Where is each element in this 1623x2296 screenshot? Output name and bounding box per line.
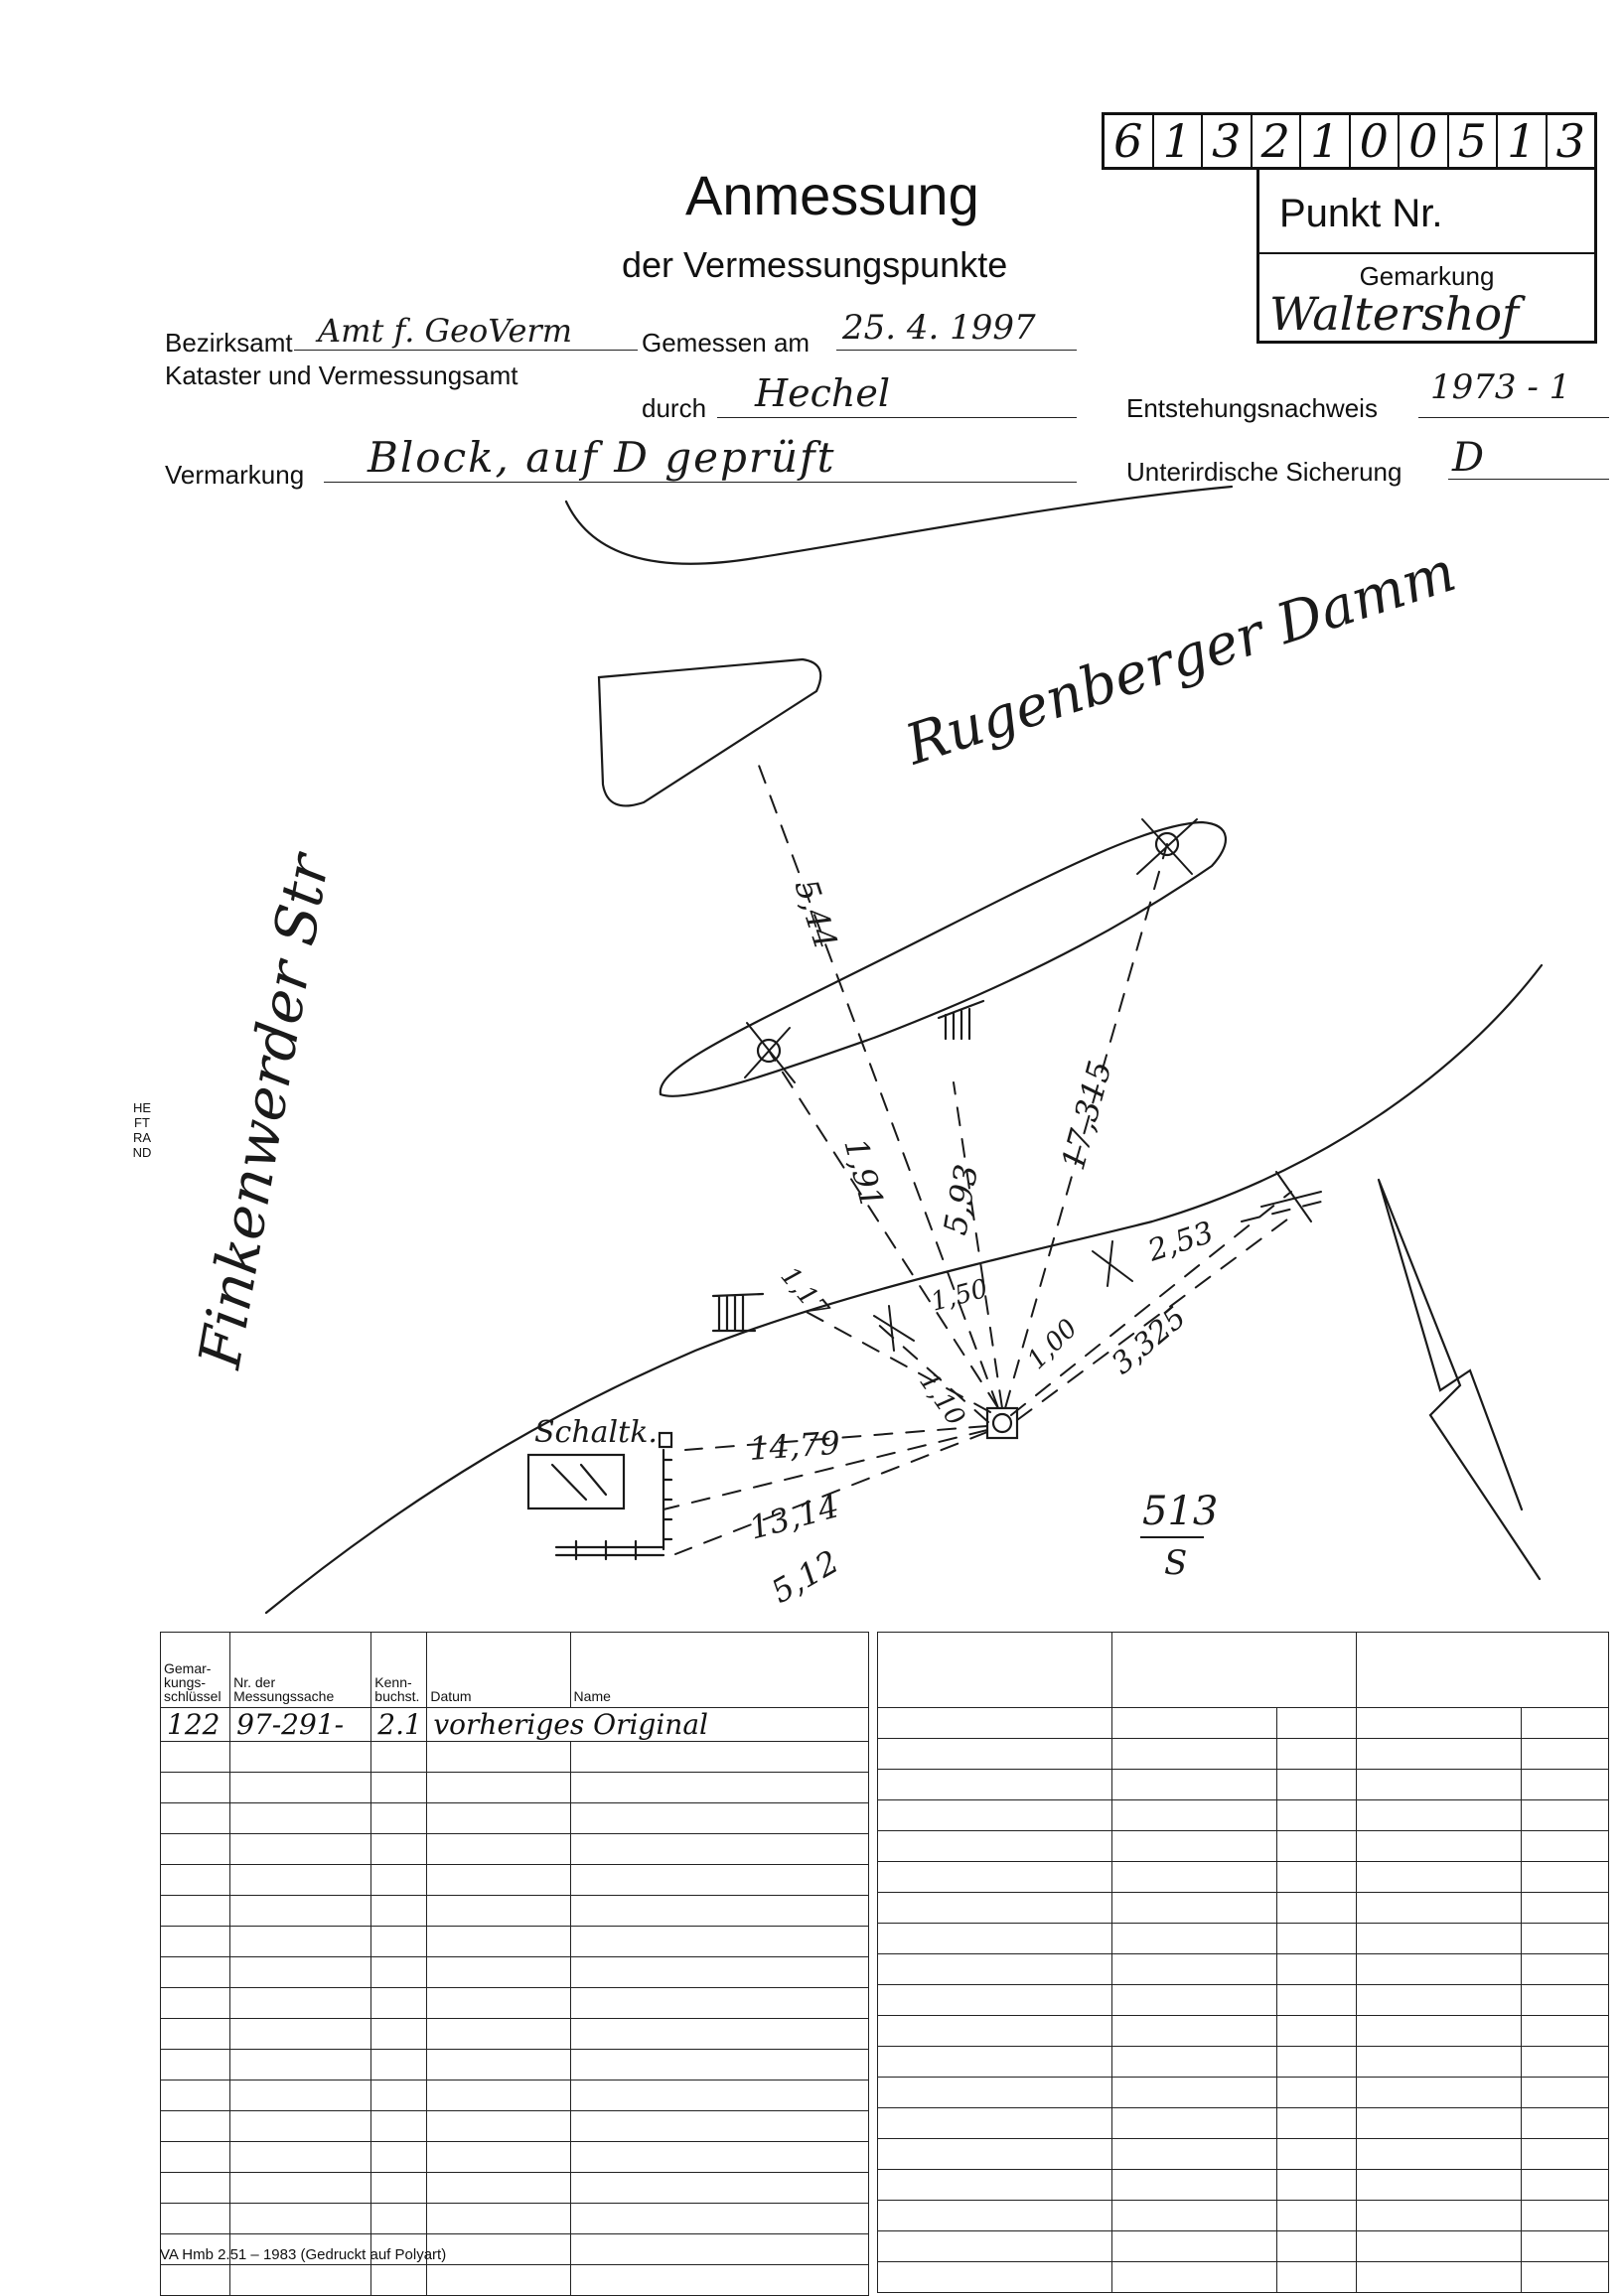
table-cell <box>161 2173 230 2204</box>
table-cell <box>1112 2231 1277 2262</box>
durch-value: Hechel <box>755 371 891 415</box>
table-row <box>878 2231 1609 2262</box>
table-cell <box>570 2081 868 2111</box>
table-cell <box>878 1954 1112 1985</box>
table-cell <box>1357 2201 1522 2231</box>
sicherung-value: D <box>1452 435 1485 481</box>
entstehung-label: Entstehungsnachweis <box>1126 393 1378 423</box>
gemessen-label: Gemessen am <box>642 328 811 358</box>
table-row <box>878 2016 1609 2047</box>
table-cell <box>570 1896 868 1927</box>
table-cell <box>1112 2262 1277 2293</box>
table-cell <box>1277 2078 1357 2108</box>
table-cell <box>230 1742 371 1773</box>
table-cell: 122 <box>161 1708 230 1742</box>
table-cell <box>1357 1893 1522 1924</box>
column-header: Name <box>570 1633 868 1708</box>
table-cell <box>878 2262 1112 2293</box>
table-row <box>878 2262 1609 2293</box>
table-row <box>878 1954 1609 1985</box>
table-cell <box>1112 2078 1277 2108</box>
table-cell <box>427 2204 570 2234</box>
table-cell <box>427 1742 570 1773</box>
table-cell <box>1112 1708 1277 1739</box>
table-cell <box>570 2265 868 2296</box>
table-cell <box>1277 1954 1357 1985</box>
table-row <box>161 1957 869 1988</box>
table-cell <box>1112 1800 1277 1831</box>
table-cell <box>161 1927 230 1957</box>
table-cell <box>1357 1985 1522 2016</box>
records-table <box>160 1632 869 2296</box>
vermarkung-value: Block, auf D geprüft <box>368 433 836 482</box>
table-cell <box>1277 2108 1357 2139</box>
column-header: Gemar- kungs- schlüssel <box>161 1633 230 1708</box>
table-cell <box>570 1803 868 1834</box>
footer-note: VA Hmb 2.51 – 1983 (Gedruckt auf Polyart) <box>160 2246 447 2263</box>
table-cell <box>570 1957 868 1988</box>
table-cell <box>1357 2047 1522 2078</box>
table-cell <box>878 1708 1112 1739</box>
point-digit: 5 <box>1449 115 1499 167</box>
table-cell <box>570 1988 868 2019</box>
column-header: Nr. der Messungssache <box>230 1633 371 1708</box>
table-cell <box>230 2050 371 2081</box>
table-cell <box>1277 2231 1357 2262</box>
heftrand-label: HEFTRAND <box>132 1100 152 1160</box>
sicherung-label: Unterirdische Sicherung <box>1126 457 1402 487</box>
table-cell <box>1277 2139 1357 2170</box>
table-cell <box>230 1803 371 1834</box>
table-cell <box>371 1957 427 1988</box>
survey-point <box>987 1408 1017 1438</box>
point-digit: 1 <box>1498 115 1548 167</box>
vermarkung-arrow-curve <box>566 487 1232 564</box>
table-cell <box>1277 1800 1357 1831</box>
table-cell <box>570 2050 868 2081</box>
table-cell <box>371 1773 427 1803</box>
table-cell <box>1277 1708 1357 1739</box>
bezirksamt-value: Amt f. GeoVerm <box>318 312 573 350</box>
table-row <box>878 1708 1609 1739</box>
table-cell <box>1112 1893 1277 1924</box>
table-cell <box>161 2111 230 2142</box>
table-cell <box>570 1927 868 1957</box>
table-cell <box>570 2234 868 2265</box>
table-cell <box>371 2142 427 2173</box>
entstehung-value: 1973 - 1 <box>1430 367 1571 407</box>
table-cell <box>1522 2231 1609 2262</box>
page-title: Anmessung <box>685 164 979 226</box>
measurement-label: 5,12 <box>765 1542 845 1611</box>
bezirksamt-label: Bezirksamt <box>165 328 293 358</box>
table-cell <box>161 2081 230 2111</box>
marker-small <box>660 1433 671 1447</box>
table-cell <box>371 2081 427 2111</box>
table-cell <box>1522 1862 1609 1893</box>
table-cell <box>371 1896 427 1927</box>
table-cell <box>878 2170 1112 2201</box>
table-cell <box>371 2173 427 2204</box>
measurement-label: 5,44 <box>787 874 845 954</box>
table-cell <box>1357 1770 1522 1800</box>
table-row <box>878 1985 1609 2016</box>
table-row <box>161 1773 869 1803</box>
table-row <box>878 2170 1609 2201</box>
table-cell <box>230 1834 371 1865</box>
table-cell <box>427 2142 570 2173</box>
table-cell <box>1112 1985 1277 2016</box>
table-cell <box>371 2050 427 2081</box>
table-cell <box>427 1988 570 2019</box>
table-cell: vorheriges Original <box>427 1708 869 1742</box>
page-subtitle: der Vermessungspunkte <box>622 244 1008 285</box>
table-cell <box>878 2047 1112 2078</box>
table-row <box>878 1739 1609 1770</box>
table-cell <box>878 2016 1112 2047</box>
street-label-rugenberger: Rugenberger Damm <box>898 539 1464 779</box>
table-cell <box>1357 1954 1522 1985</box>
table-cell <box>570 2173 868 2204</box>
table-row <box>878 2139 1609 2170</box>
table-cell <box>570 1834 868 1865</box>
table-cell <box>1277 2201 1357 2231</box>
table-cell <box>1357 2139 1522 2170</box>
point-number-label: Punkt Nr. <box>1279 192 1443 235</box>
table-cell <box>570 2019 868 2050</box>
blank-records-table <box>877 1632 1609 2293</box>
table-cell <box>1357 1708 1522 1739</box>
table-row <box>161 1927 869 1957</box>
table-row <box>161 2050 869 2081</box>
table-cell <box>161 2265 230 2296</box>
table-row <box>878 2047 1609 2078</box>
table-cell <box>1522 2262 1609 2293</box>
table-cell <box>1277 1924 1357 1954</box>
table-cell <box>1357 2231 1522 2262</box>
table-cell <box>161 2204 230 2234</box>
measurement-label: 5,93 <box>936 1161 986 1238</box>
table-cell <box>161 1865 230 1896</box>
table-cell <box>878 2139 1112 2170</box>
table-cell <box>570 2111 868 2142</box>
table-cell <box>230 2173 371 2204</box>
table-cell <box>1522 2139 1609 2170</box>
table-cell <box>1357 2262 1522 2293</box>
table-row <box>878 2108 1609 2139</box>
table-cell <box>1357 1862 1522 1893</box>
table-cell <box>1112 1831 1277 1862</box>
table-cell <box>427 1834 570 1865</box>
table-cell <box>230 2265 371 2296</box>
table-cell <box>230 2204 371 2234</box>
table-cell <box>230 2142 371 2173</box>
point-digit: 1 <box>1154 115 1204 167</box>
table-cell <box>1112 2201 1277 2231</box>
table-row <box>161 2081 869 2111</box>
box-label: Schaltk. <box>534 1415 658 1450</box>
table-row <box>161 2173 869 2204</box>
table-cell <box>878 2231 1112 2262</box>
table-cell <box>1357 1924 1522 1954</box>
table-cell <box>371 1803 427 1834</box>
table-cell <box>1522 1800 1609 1831</box>
table-cell <box>878 1770 1112 1800</box>
table-row <box>161 1896 869 1927</box>
table-cell <box>1522 1831 1609 1862</box>
table-row <box>161 1803 869 1834</box>
table-cell <box>1357 2170 1522 2201</box>
fence-vertical <box>664 1450 671 1549</box>
kataster-label: Kataster und Vermessungsamt <box>165 360 518 390</box>
table-cell <box>1112 2016 1277 2047</box>
table-cell <box>878 1985 1112 2016</box>
table-cell <box>1522 2201 1609 2231</box>
fence-horizontal <box>556 1541 664 1559</box>
table-cell <box>1112 1739 1277 1770</box>
column-header: Kenn- buchst. <box>371 1633 427 1708</box>
table-cell <box>230 1896 371 1927</box>
street-label-finkenwerder: Finkenwerder Str <box>185 849 343 1373</box>
table-cell <box>1277 1985 1357 2016</box>
table-cell <box>1112 1770 1277 1800</box>
measurement-label: 14,79 <box>747 1423 841 1468</box>
table-cell <box>878 1800 1112 1831</box>
table-cell <box>161 2019 230 2050</box>
measurement-label: 1,10 <box>913 1366 971 1432</box>
table-cell <box>161 1742 230 1773</box>
measurement-label: 2,53 <box>1143 1215 1218 1269</box>
measurement-label: 1,00 <box>1021 1313 1084 1375</box>
table-cell <box>1112 2170 1277 2201</box>
table-header-row <box>878 1633 1609 1708</box>
table-cell <box>1112 1924 1277 1954</box>
table-cell <box>161 1773 230 1803</box>
table-cell <box>1357 2108 1522 2139</box>
column-header <box>1357 1633 1609 1708</box>
table-cell <box>230 1957 371 1988</box>
table-cell <box>427 2234 570 2265</box>
table-cell <box>161 1834 230 1865</box>
table-row <box>878 2078 1609 2108</box>
table-cell <box>878 2108 1112 2139</box>
hatch-marker <box>713 1294 763 1331</box>
vermarkung-label: Vermarkung <box>165 460 305 490</box>
table-row <box>161 2019 869 2050</box>
measurement-label: 1,91 <box>836 1134 892 1213</box>
point-digit: 1 <box>1301 115 1351 167</box>
table-cell <box>1522 2170 1609 2201</box>
table-row <box>161 2111 869 2142</box>
point-digit: 3 <box>1203 115 1253 167</box>
table-cell <box>570 1865 868 1896</box>
point-label-bottom: S <box>1164 1543 1188 1583</box>
table-cell <box>427 2111 570 2142</box>
table-cell: 2.1 <box>371 1708 427 1742</box>
table-cell <box>427 2081 570 2111</box>
table-cell <box>230 1773 371 1803</box>
table-cell <box>427 1957 570 1988</box>
column-header: Datum <box>427 1633 570 1708</box>
point-digit: 3 <box>1555 114 1585 168</box>
table-cell <box>371 1834 427 1865</box>
table-cell <box>1522 1924 1609 1954</box>
table-cell <box>1277 2016 1357 2047</box>
table-cell <box>161 1988 230 2019</box>
gemarkung-value: Waltershof <box>1269 287 1520 341</box>
table-cell <box>230 2111 371 2142</box>
table-cell <box>1522 2078 1609 2108</box>
point-label-top: 513 <box>1142 1489 1219 1534</box>
table-cell <box>1522 1954 1609 1985</box>
table-cell <box>371 2265 427 2296</box>
traffic-island-triangle <box>599 659 820 805</box>
table-cell <box>371 1865 427 1896</box>
hatch-marker <box>939 1001 983 1039</box>
measurement-label: 13,14 <box>745 1487 843 1547</box>
table-row <box>161 2265 869 2296</box>
table-cell <box>1522 1708 1609 1739</box>
table-row <box>878 1862 1609 1893</box>
table-cell <box>1357 2016 1522 2047</box>
table-row <box>161 2204 869 2234</box>
table-cell <box>161 1957 230 1988</box>
road-curve <box>266 965 1542 1613</box>
table-cell <box>230 1927 371 1957</box>
table-cell <box>570 2142 868 2173</box>
table-cell <box>371 1988 427 2019</box>
measurement-label: 1,17 <box>774 1261 834 1325</box>
table-row <box>161 1708 869 1742</box>
measurement-label: 1,50 <box>928 1273 991 1318</box>
table-cell <box>161 1896 230 1927</box>
table-cell <box>230 1865 371 1896</box>
table-row <box>161 1988 869 2019</box>
table-cell <box>1522 1985 1609 2016</box>
table-cell <box>1277 1893 1357 1924</box>
table-cell <box>570 1742 868 1773</box>
table-cell <box>371 2019 427 2050</box>
table-cell <box>1357 1739 1522 1770</box>
table-row <box>878 1893 1609 1924</box>
table-cell <box>1357 1831 1522 1862</box>
table-row <box>161 2142 869 2173</box>
durch-label: durch <box>642 393 707 423</box>
table-cell <box>1277 1862 1357 1893</box>
table-cell <box>1277 2170 1357 2201</box>
point-digit: 6 <box>1105 115 1154 167</box>
table-header-row <box>161 1633 869 1708</box>
point-digit: 2 <box>1253 115 1302 167</box>
table-cell <box>878 1831 1112 1862</box>
table-cell <box>1357 1800 1522 1831</box>
table-cell <box>1112 2108 1277 2139</box>
table-cell <box>161 2050 230 2081</box>
table-cell <box>1357 2078 1522 2108</box>
point-digit: 0 <box>1351 115 1401 167</box>
table-cell <box>1112 1954 1277 1985</box>
table-cell <box>371 1927 427 1957</box>
table-cell <box>1277 1770 1357 1800</box>
table-cell <box>1522 1739 1609 1770</box>
table-cell <box>427 2173 570 2204</box>
table-cell <box>1522 1893 1609 1924</box>
table-cell <box>878 1924 1112 1954</box>
table-cell <box>427 2019 570 2050</box>
point-digit: 0 <box>1400 115 1449 167</box>
table-cell <box>1522 2047 1609 2078</box>
table-cell <box>1277 1831 1357 1862</box>
table-cell <box>427 1865 570 1896</box>
gemarkung-label: Gemarkung <box>1359 261 1495 291</box>
table-cell <box>161 1803 230 1834</box>
table-row <box>161 1865 869 1896</box>
table-cell <box>427 1896 570 1927</box>
table-cell <box>878 1862 1112 1893</box>
table-cell <box>570 2204 868 2234</box>
north-arrow <box>1379 1180 1540 1579</box>
table-cell <box>427 2265 570 2296</box>
table-cell <box>161 2142 230 2173</box>
measurement-label: 3,325 <box>1105 1300 1193 1382</box>
table-cell <box>230 2019 371 2050</box>
table-row <box>878 1800 1609 1831</box>
table-row <box>161 1834 869 1865</box>
table-cell <box>1277 2262 1357 2293</box>
table-row <box>161 1742 869 1773</box>
traffic-island-oval <box>661 822 1226 1096</box>
table-cell <box>878 2078 1112 2108</box>
table-cell <box>1112 2047 1277 2078</box>
table-cell <box>1112 2139 1277 2170</box>
column-header <box>1112 1633 1357 1708</box>
column-header <box>878 1633 1112 1708</box>
table-cell <box>230 1988 371 2019</box>
table-cell <box>1522 2016 1609 2047</box>
table-cell <box>427 1773 570 1803</box>
table-cell <box>878 1739 1112 1770</box>
table-cell: 97-291- <box>230 1708 371 1742</box>
table-cell <box>1522 2108 1609 2139</box>
table-cell <box>371 1742 427 1773</box>
table-row <box>878 2201 1609 2231</box>
table-cell <box>427 2050 570 2081</box>
table-cell <box>878 2201 1112 2231</box>
table-cell <box>371 2111 427 2142</box>
table-cell <box>1277 2047 1357 2078</box>
table-cell <box>570 1773 868 1803</box>
table-row <box>878 1770 1609 1800</box>
switch-box <box>528 1455 624 1508</box>
measurement-label: 17,315 <box>1054 1057 1119 1175</box>
table-row <box>878 1924 1609 1954</box>
gemessen-value: 25. 4. 1997 <box>842 308 1036 348</box>
table-row <box>878 1831 1609 1862</box>
table-cell <box>371 2204 427 2234</box>
table-cell <box>878 1893 1112 1924</box>
table-cell <box>230 2081 371 2111</box>
table-cell <box>427 1803 570 1834</box>
table-cell <box>427 1927 570 1957</box>
table-cell <box>1522 1770 1609 1800</box>
table-cell <box>1277 1739 1357 1770</box>
table-cell <box>1112 1862 1277 1893</box>
